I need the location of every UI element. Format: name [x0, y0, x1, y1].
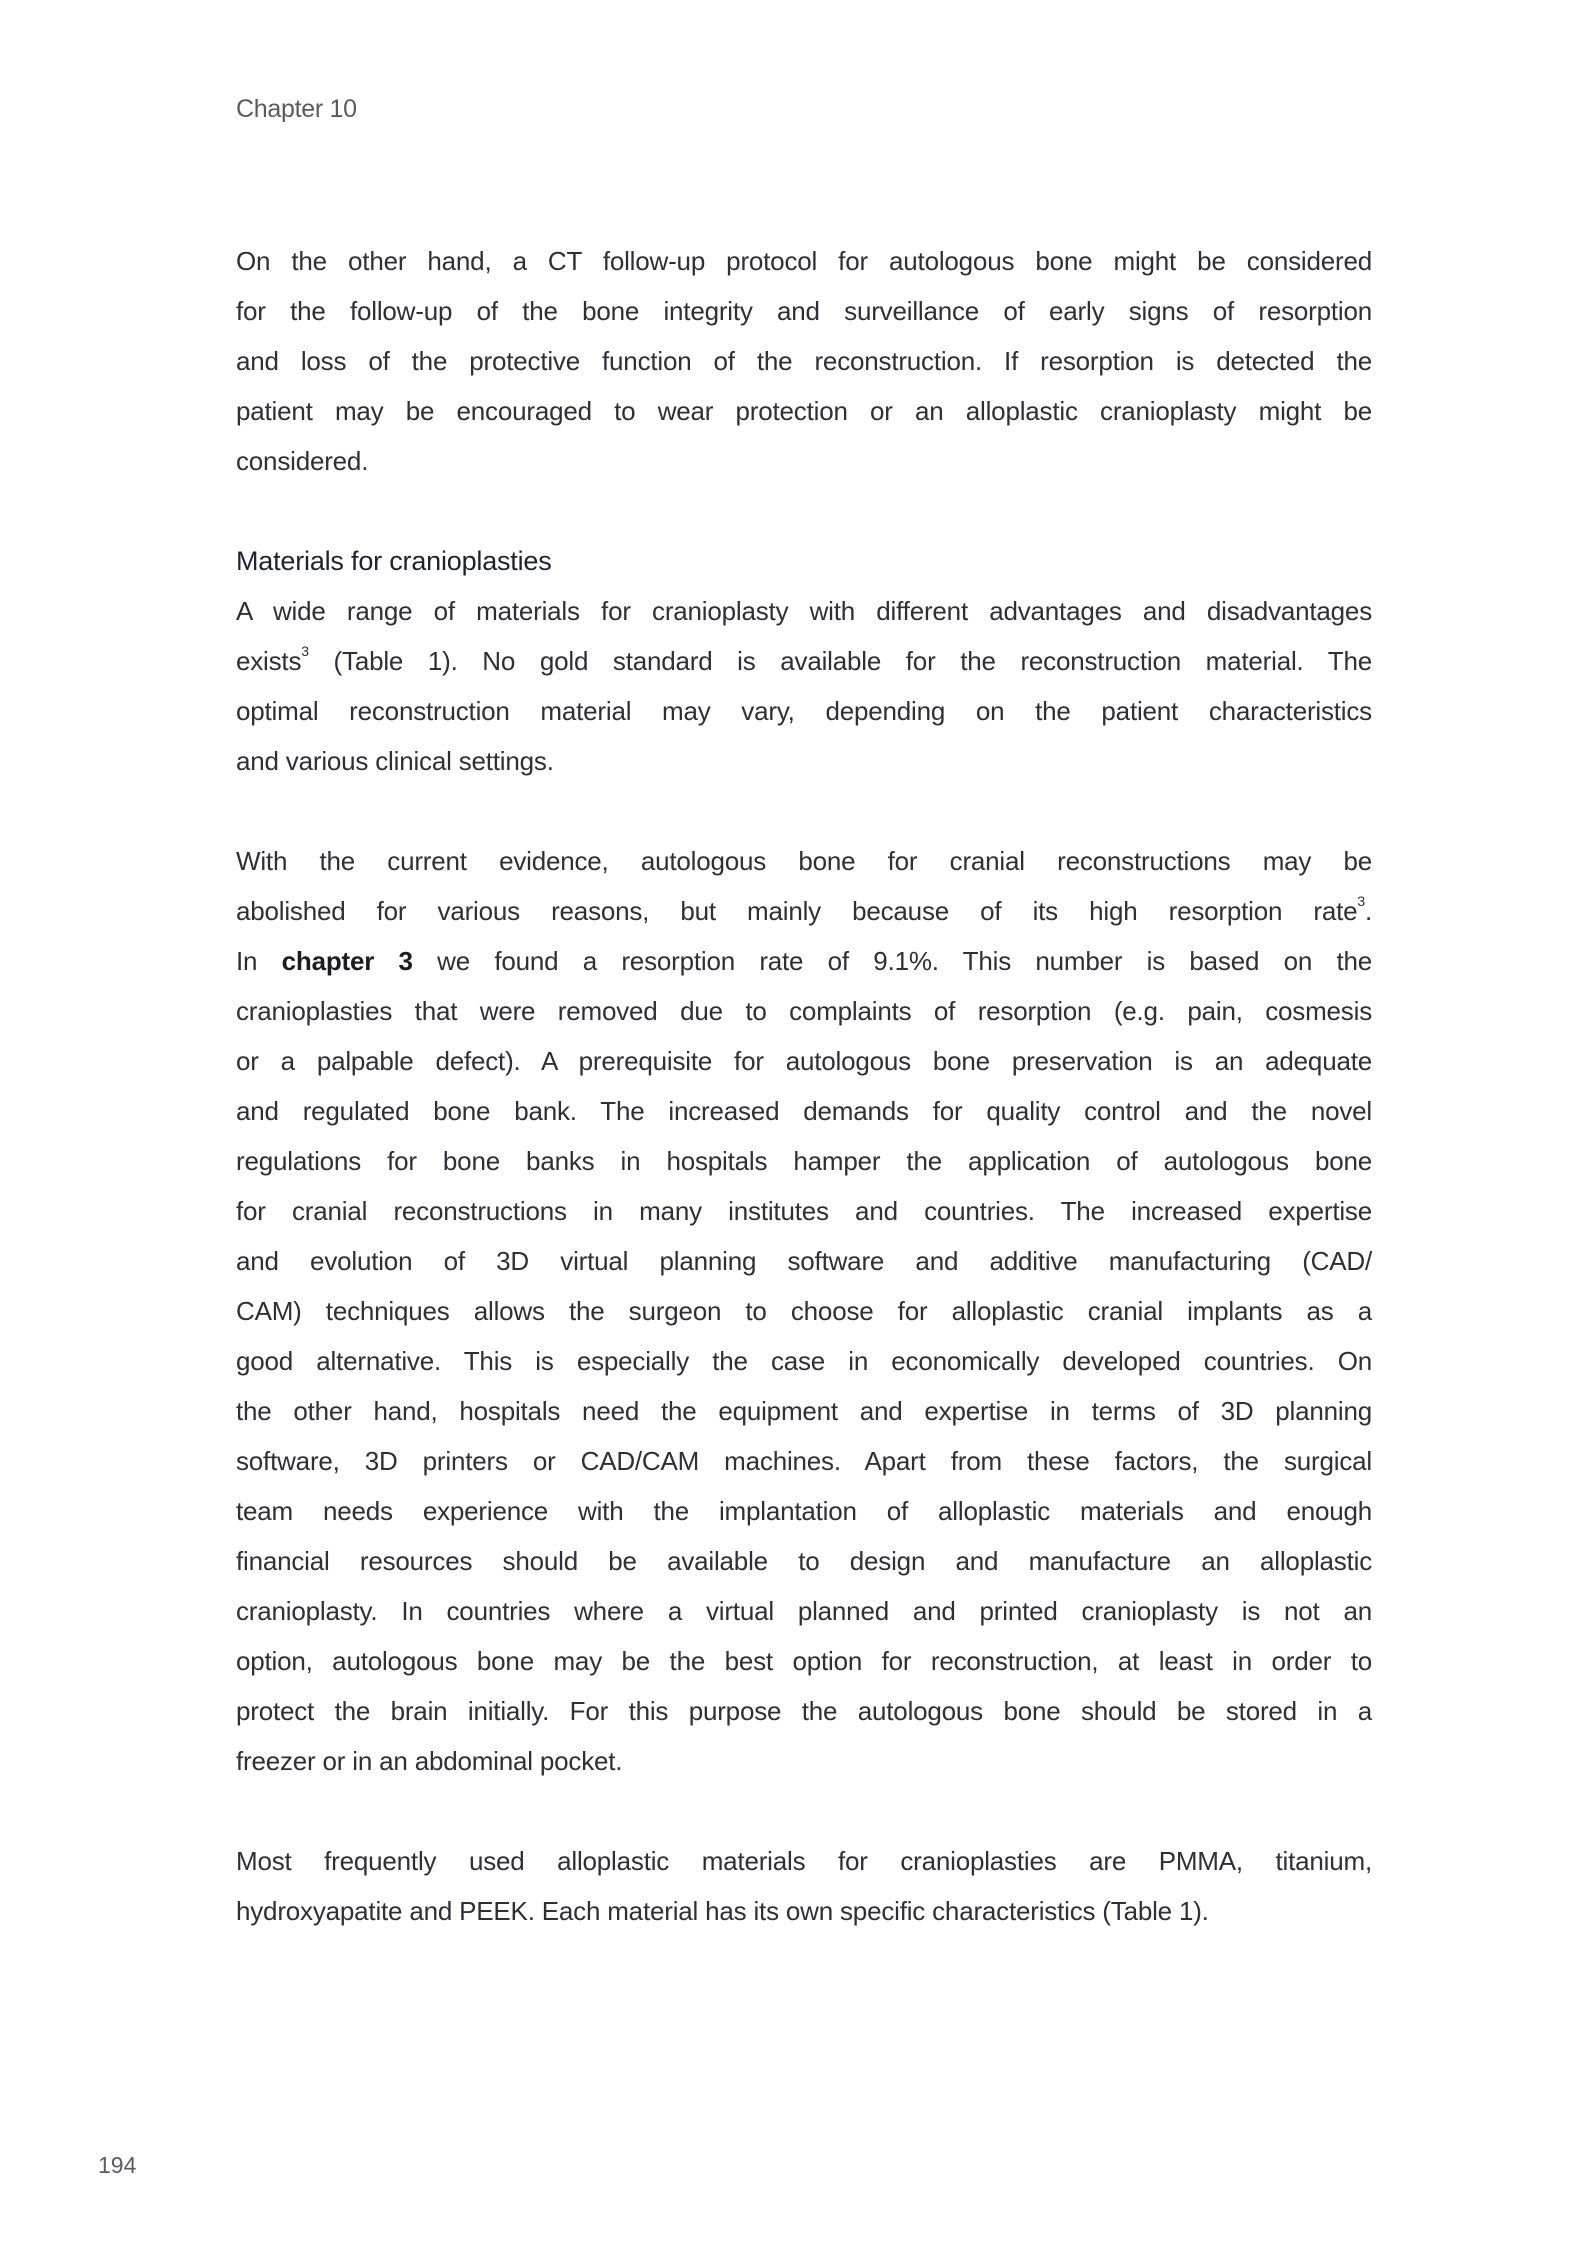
text-segment: (Table 1). No gold standard is available for the reconstruction material. The: [308, 646, 1372, 676]
text-segment: and regulated bone bank. The increased demands for quality control and the novel: [236, 1096, 1372, 1126]
text-line: [236, 886, 1372, 936]
text-line: [236, 1436, 1372, 1486]
text-segment: for cranial reconstructions in many institutes and countries. The increased expertise: [236, 1196, 1372, 1226]
text-line: [236, 1136, 1372, 1186]
text-line: [236, 586, 1372, 636]
text-segment: patient may be encouraged to wear protection or an alloplastic cranioplasty might be: [236, 396, 1372, 426]
text-line: [236, 936, 1372, 986]
text-segment: we found a resorption rate of 9.1%. This number is based on the: [412, 946, 1372, 976]
text-segment: Most frequently used alloplastic materials for cranioplasties are PMMA, titanium,: [236, 1846, 1372, 1876]
text-segment: or a palpable defect). A prerequisite for autologous bone preservation is an adequate: [236, 1046, 1372, 1076]
text-line: [236, 386, 1372, 436]
text-line: [236, 1886, 1372, 1936]
text-line: [236, 436, 1372, 486]
text-line: [236, 686, 1372, 736]
text-line: [236, 1736, 1372, 1786]
text-segment: and loss of the protective function of the reconstruction. If resorption is detected the: [236, 346, 1372, 376]
text-segment: option, autologous bone may be the best option for reconstruction, at least in order to: [236, 1646, 1372, 1676]
text-line: [236, 1586, 1372, 1636]
text-line: [236, 1186, 1372, 1236]
text-line: [236, 1036, 1372, 1086]
text-line: [236, 1236, 1372, 1286]
text-segment: optimal reconstruction material may vary, depending on the patient characteristics: [236, 696, 1372, 726]
text-line: [236, 1636, 1372, 1686]
text-segment: and evolution of 3D virtual planning software and additive manufacturing (CAD/: [236, 1246, 1372, 1276]
spacer: [236, 1786, 1372, 1836]
text-segment: the other hand, hospitals need the equipment and expertise in terms of 3D planning: [236, 1396, 1372, 1426]
text-line: [236, 286, 1372, 336]
text-segment: Materials for cranioplasties: [236, 546, 552, 576]
citation-superscript: 3: [1357, 893, 1365, 909]
text-line: [236, 1336, 1372, 1386]
section-heading: [236, 536, 1372, 586]
text-segment: software, 3D printers or CAD/CAM machines. Apart from these factors, the surgical: [236, 1446, 1372, 1476]
text-line: [236, 1836, 1372, 1886]
text-segment: abolished for various reasons, but mainly because of its high resorption rate: [236, 896, 1358, 926]
text-segment: considered.: [236, 446, 369, 476]
text-segment: financial resources should be available to design and manufacture an alloplastic: [236, 1546, 1372, 1576]
text-line: [236, 1536, 1372, 1586]
page-number: 194: [98, 2152, 137, 2178]
text-line: [236, 836, 1372, 886]
text-line: [236, 1486, 1372, 1536]
text-segment: protect the brain initially. For this purpose the autologous bone should be stored in a: [236, 1696, 1372, 1726]
text-segment: freezer or in an abdominal pocket.: [236, 1746, 623, 1776]
text-line: [236, 336, 1372, 386]
text-segment: On the other hand, a CT follow-up protocol for autologous bone might be considered: [236, 246, 1372, 276]
text-segment: .: [1364, 896, 1372, 926]
text-line: [236, 1286, 1372, 1336]
text-line: [236, 1686, 1372, 1736]
text-segment: and various clinical settings.: [236, 746, 554, 776]
citation-superscript: 3: [301, 643, 309, 659]
body-text: [236, 236, 1372, 1936]
text-line: [236, 1386, 1372, 1436]
text-segment: cranioplasty. In countries where a virtual planned and printed cranioplasty is not an: [236, 1596, 1372, 1626]
text-segment: regulations for bone banks in hospitals hamper the application of autologous bone: [236, 1146, 1372, 1176]
text-segment: exists: [236, 646, 302, 676]
spacer: [236, 786, 1372, 836]
text-segment: In: [236, 946, 282, 976]
text-line: [236, 236, 1372, 286]
text-line: [236, 1086, 1372, 1136]
text-segment: A wide range of materials for cranioplasty with different advantages and disadvantages: [236, 596, 1372, 626]
running-head: Chapter 10: [236, 95, 357, 123]
text-line: [236, 986, 1372, 1036]
text-segment: cranioplasties that were removed due to complaints of resorption (e.g. pain, cosmesis: [236, 996, 1372, 1026]
text-segment: With the current evidence, autologous bone for cranial reconstructions may be: [236, 846, 1372, 876]
text-segment: CAM) techniques allows the surgeon to choose for alloplastic cranial implants as a: [236, 1296, 1372, 1326]
text-line: [236, 736, 1372, 786]
text-line: [236, 636, 1372, 686]
text-segment: for the follow-up of the bone integrity and surveillance of early signs of resorption: [236, 296, 1372, 326]
emphasis-text: chapter 3: [281, 946, 413, 976]
text-segment: team needs experience with the implantation of alloplastic materials and enough: [236, 1496, 1372, 1526]
text-segment: hydroxyapatite and PEEK. Each material has its own specific characteristics (Table 1).: [236, 1896, 1209, 1926]
spacer: [236, 486, 1372, 536]
text-segment: good alternative. This is especially the case in economically developed countries. On: [236, 1346, 1372, 1376]
